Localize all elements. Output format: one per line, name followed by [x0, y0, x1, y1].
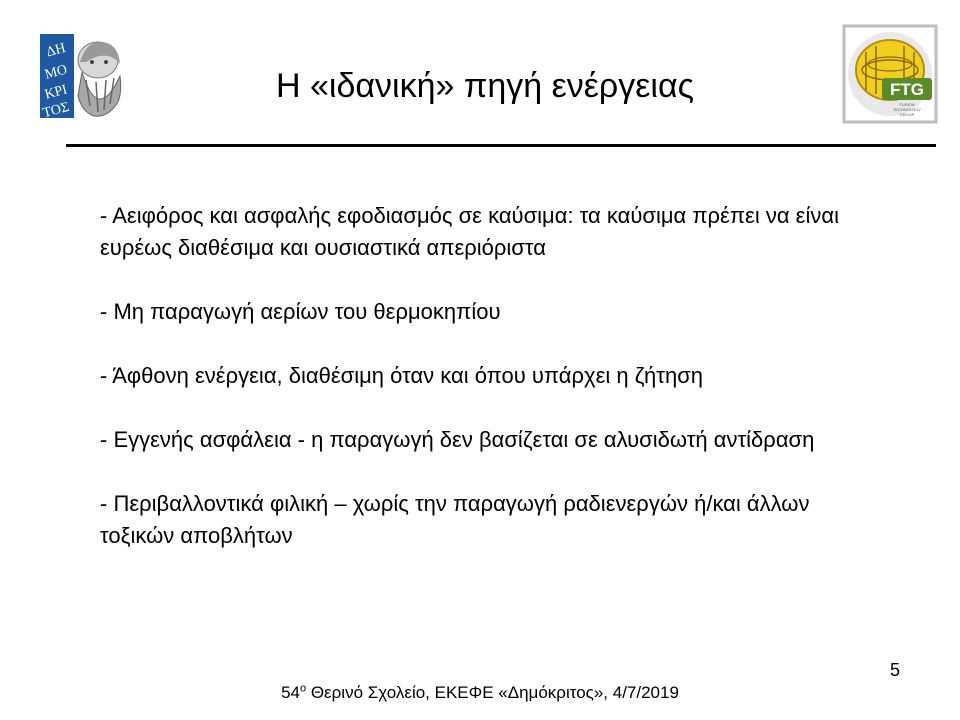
svg-text:ΔΗ: ΔΗ — [44, 40, 68, 61]
bullet-item: - Περιβαλλοντικά φιλική – χωρίς την παραγωγή ραδιενεργών ή/και άλλων τοξικών αποβλήτων — [100, 491, 810, 548]
svg-text:ΚΡΙ: ΚΡΙ — [43, 82, 69, 103]
slide-title: Η «ιδανική» πηγή ενέργειας — [276, 67, 694, 105]
ftg-logo-icon — [842, 24, 938, 124]
bullet-item: - Εγγενής ασφάλεια - η παραγωγή δεν βασίζεται σε αλυσιδωτή αντίδραση — [100, 427, 815, 452]
svg-text:ΤΟΣ: ΤΟΣ — [41, 99, 71, 120]
bullet-item: - Αειφόρος και ασφαλής εφοδιασμός σε καύσιμα: τα καύσιμα πρέπει να είναι ευρέως διαθέσιμα και ουσιαστικά απεριόριστα — [100, 203, 839, 260]
page-number: 5 — [889, 660, 900, 680]
bullet-list — [100, 200, 860, 584]
demokritos-logo — [38, 32, 126, 120]
footer-superscript: ο — [299, 682, 307, 695]
demokritos-logo-icon — [38, 32, 126, 120]
title-divider — [66, 144, 936, 147]
bullet-item: - Άφθονη ενέργεια, διαθέσιμη όταν και όπου υπάρχει η ζήτηση — [100, 363, 704, 388]
svg-text:FTG: FTG — [890, 80, 924, 99]
svg-text:FUSION: FUSION — [899, 102, 915, 107]
svg-text:GROUP: GROUP — [899, 112, 915, 117]
footer-text: Θερινό Σχολείο, ΕΚΕΦΕ «Δημόκριτος», 4/7/2019 — [306, 683, 679, 702]
svg-text:TECHNOLOGY: TECHNOLOGY — [892, 107, 922, 112]
ftg-logo — [842, 24, 938, 124]
bullet-item: - Μη παραγωγή αερίων του θερμοκηπίου — [100, 299, 501, 324]
footer-prefix: 54 — [281, 683, 300, 702]
footer — [150, 683, 810, 703]
svg-text:ΜΟ: ΜΟ — [43, 62, 69, 83]
